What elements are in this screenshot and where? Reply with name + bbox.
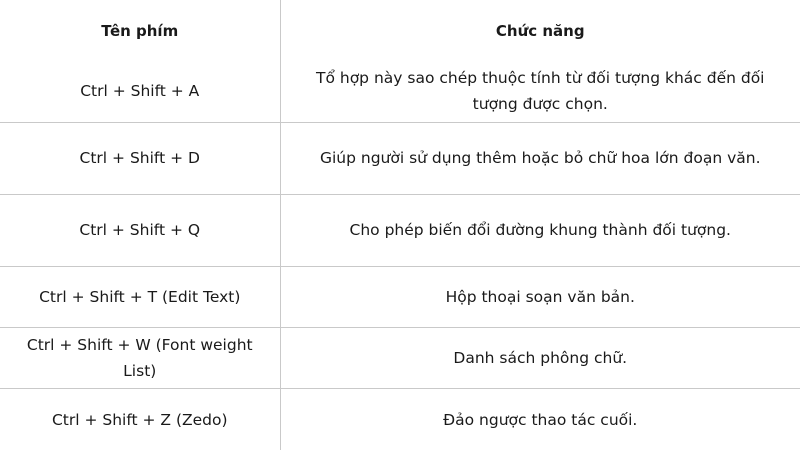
cell-function: Đảo ngược thao tác cuối. — [280, 389, 800, 450]
cell-key: Ctrl + Shift + Q — [0, 194, 280, 266]
header-function: Chức năng — [280, 0, 800, 61]
cell-function: Hộp thoại soạn văn bản. — [280, 267, 800, 328]
cell-key: Ctrl + Shift + W (Font weight List) — [0, 328, 280, 389]
table-row — [0, 194, 800, 266]
table-header-row — [0, 0, 800, 61]
header-key-name: Tên phím — [0, 0, 280, 61]
cell-key: Ctrl + Shift + A — [0, 61, 280, 122]
table-row — [0, 267, 800, 328]
cell-key: Ctrl + Shift + Z (Zedo) — [0, 389, 280, 450]
cell-function: Danh sách phông chữ. — [280, 328, 800, 389]
cell-key: Ctrl + Shift + D — [0, 122, 280, 194]
table-row — [0, 61, 800, 122]
cell-function: Cho phép biến đổi đường khung thành đối tượng. — [280, 194, 800, 266]
cell-function: Tổ hợp này sao chép thuộc tính từ đối tượng khác đến đối tượng được chọn. — [280, 61, 800, 122]
cell-function: Giúp người sử dụng thêm hoặc bỏ chữ hoa lớn đoạn văn. — [280, 122, 800, 194]
table-row — [0, 122, 800, 194]
cell-key: Ctrl + Shift + T (Edit Text) — [0, 267, 280, 328]
table-row — [0, 389, 800, 450]
table-row — [0, 328, 800, 389]
